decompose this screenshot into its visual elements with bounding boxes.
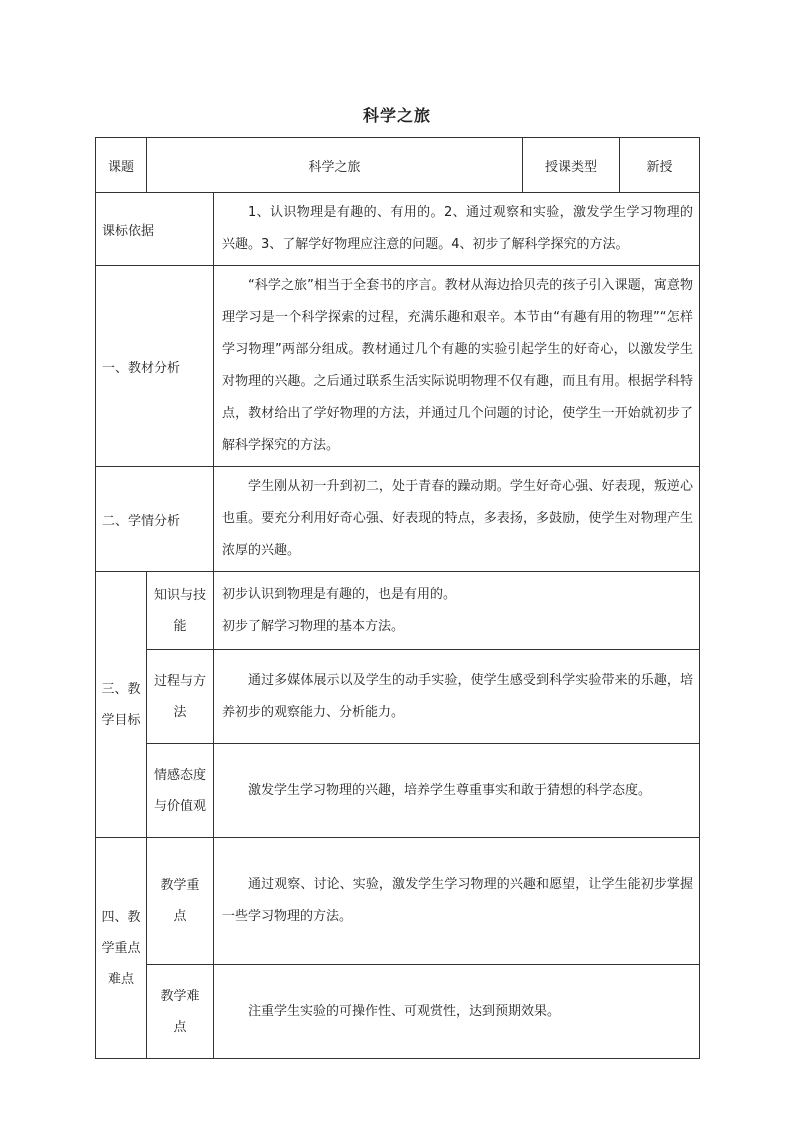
goals-sub-knowledge: 知识与技能 [147,572,214,650]
goals-knowledge-text [214,572,700,650]
keypoints-sub-difficulty: 教学难点 [147,965,214,1059]
lesson-plan-table [95,137,700,1059]
keypoints-row-difficulty [96,965,700,1059]
goals-row-attitude [96,744,700,838]
goals-process-text: 通过多媒体展示以及学生的动手实验，使学生感受到科学实验带来的乐趣，培养初步的观察能力、分析能力。 [214,650,700,744]
header-row [96,138,700,193]
topic-label: 课题 [96,138,147,193]
goals-attitude-text: 激发学生学习物理的兴趣，培养学生尊重事实和敢于猜想的科学态度。 [214,744,700,838]
students-label: 二、学情分析 [96,467,214,572]
lesson-type-value: 新授 [620,138,700,193]
goals-knowledge-line-2: 初步了解学习物理的基本方法。 [222,618,405,634]
document-title: 科学之旅 [362,106,431,125]
topic-value: 科学之旅 [147,138,523,193]
basis-row [96,193,700,266]
lesson-type-label: 授课类型 [523,138,620,193]
keypoints-difficulty-text: 注重学生实验的可操作性、可观赏性，达到预期效果。 [214,965,700,1059]
material-row [96,266,700,467]
keypoints-sub-focus: 教学重点 [147,838,214,965]
basis-label: 课标依据 [96,193,214,266]
material-label: 一、教材分析 [96,266,214,467]
goals-sub-attitude: 情感态度与价值观 [147,744,214,838]
goals-row-process [96,650,700,744]
goals-label: 三、教学目标 [96,572,147,838]
students-text: 学生刚从初一升到初二，处于青春的躁动期。学生好奇心强、好表现，叛逆心也重。要充分利用好奇心强、好表现的特点，多表扬，多鼓励，使学生对物理产生浓厚的兴趣。 [214,467,700,572]
keypoints-focus-text: 通过观察、讨论、实验，激发学生学习物理的兴趣和愿望，让学生能初步掌握一些学习物理的方法。 [214,838,700,965]
keypoints-label: 四、教学重点难点 [96,838,147,1059]
students-row [96,467,700,572]
material-text: “科学之旅”相当于全套书的序言。教材从海边拾贝壳的孩子引入课题，寓意物理学习是一个科学探索的过程，充满乐趣和艰辛。本节由“有趣有用的物理”“怎样学习物理”两部分组成。教材通过几个有趣的实验引起学生的好奇心，以激发学生对物理的兴趣。之后通过联系生活实际说明物理不仅有趣，而且有用。根据学科特点，教材给出了学好物理的方法，并通过几个问题的讨论，使学生一开始就初步了解科学探究的方法。 [214,266,700,467]
keypoints-row-focus [96,838,700,965]
basis-text: 1、认识物理是有趣的、有用的。2、通过观察和实验，激发学生学习物理的兴趣。3、了解学好物理应注意的问题。4、初步了解科学探究的方法。 [214,193,700,266]
goals-row-knowledge [96,572,700,650]
goals-sub-process: 过程与方法 [147,650,214,744]
goals-knowledge-line-1: 初步认识到物理是有趣的，也是有用的。 [222,586,457,602]
